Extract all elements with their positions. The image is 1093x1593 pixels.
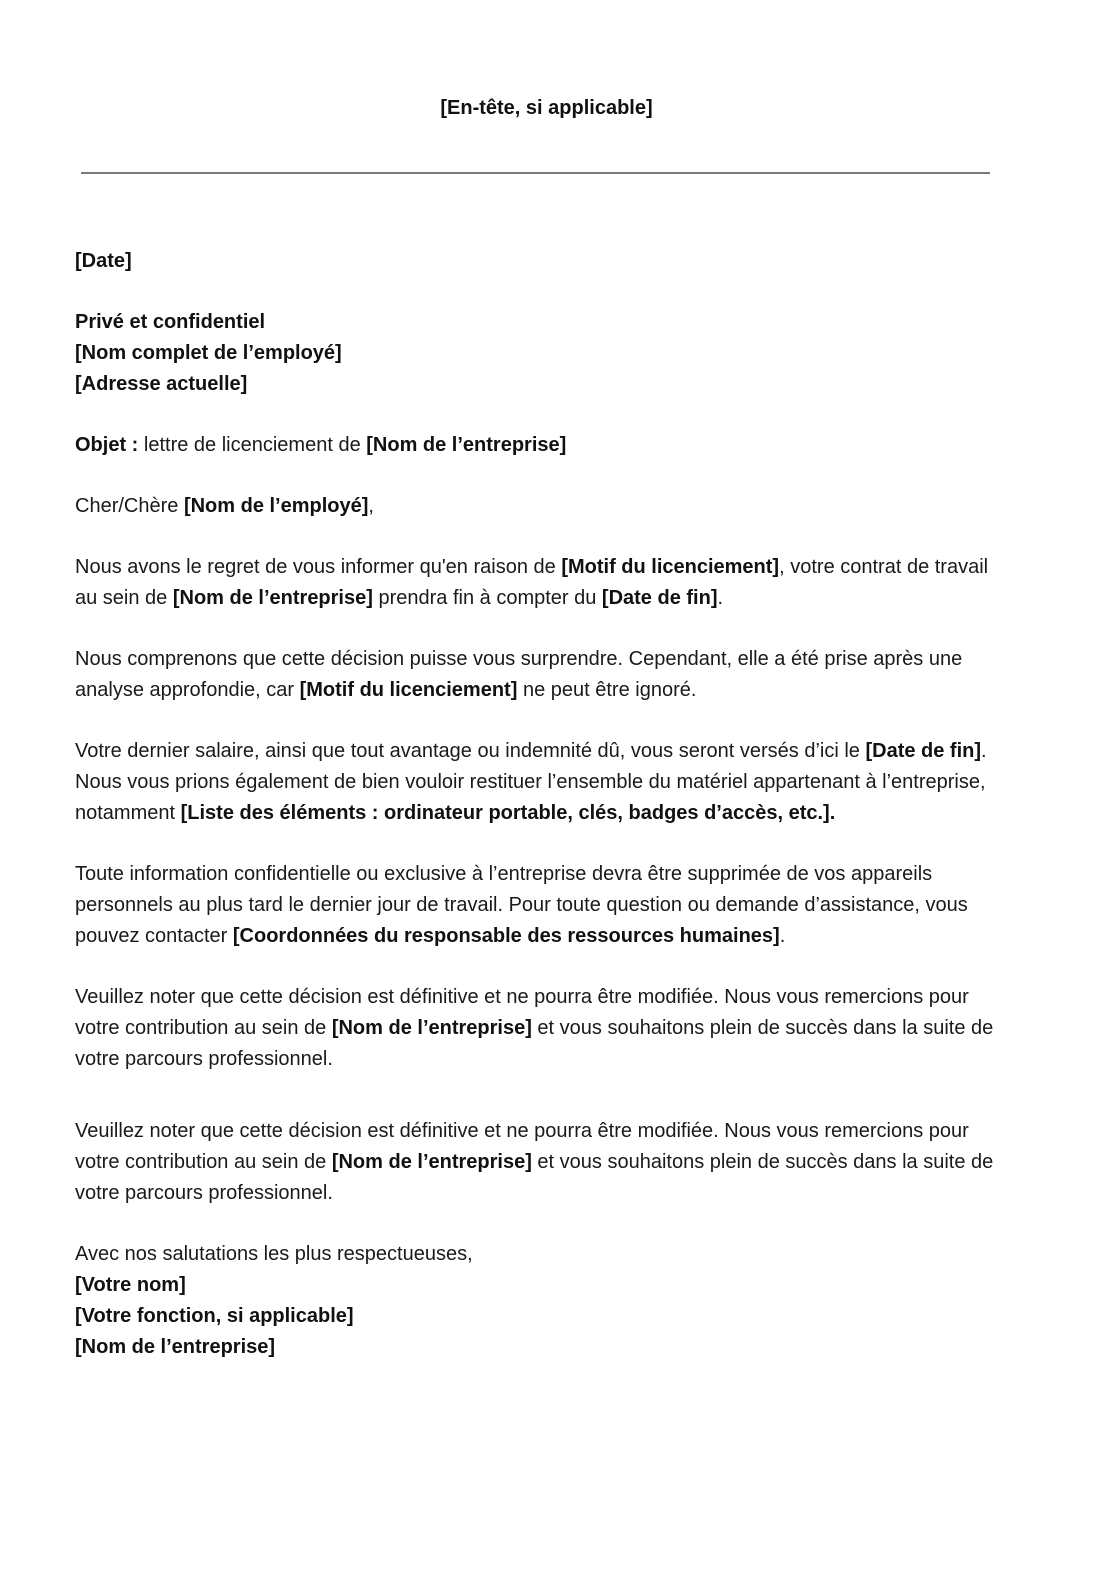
date-line	[75, 246, 1000, 277]
date-placeholder: [Date]	[75, 250, 132, 272]
hr-contact-placeholder: [Coordonnées du responsable des ressources humaines]	[232, 925, 780, 947]
recipient-block	[75, 307, 1000, 400]
paragraph-final-decision	[75, 982, 1000, 1075]
company-name-placeholder: [Nom de l’entreprise]	[331, 1017, 532, 1039]
paragraph-confidential-info	[75, 859, 1000, 952]
text-run: Veuillez noter que cette décision est définitive et ne pourra être modifiée. Nous vous remercions pour votre contribution au sein de	[75, 986, 969, 1039]
text-run: . Nous vous prions également de bien vouloir restituer l’ensemble du matériel appartenant à l’entreprise, notamment	[75, 740, 987, 824]
subject-line	[75, 430, 1000, 461]
paragraph-final-decision-repeat	[75, 1116, 1000, 1209]
subject-label: Objet :	[75, 434, 139, 456]
end-date-placeholder: [Date de fin]	[865, 740, 982, 762]
text-run: et vous souhaitons plein de succès dans la suite de votre parcours professionnel.	[75, 1017, 994, 1070]
subject-company: [Nom de l’entreprise]	[366, 434, 567, 456]
text-run: Nous avons le regret de vous informer qu'en raison de	[75, 556, 562, 578]
closing-salutation: Avec nos salutations les plus respectueuses,	[75, 1243, 473, 1265]
end-date-placeholder: [Date de fin]	[601, 587, 718, 609]
sender-name: [Votre nom]	[75, 1274, 186, 1296]
text-run: , votre contrat de travail au sein de	[75, 556, 989, 609]
text-run: Veuillez noter que cette décision est définitive et ne pourra être modifiée. Nous vous remercions pour votre contribution au sein de	[75, 1120, 969, 1173]
termination-reason-placeholder: [Motif du licenciement]	[299, 679, 518, 701]
header-divider	[81, 172, 990, 174]
company-name-placeholder: [Nom de l’entreprise]	[331, 1151, 532, 1173]
text-run: et vous souhaitons plein de succès dans la suite de votre parcours professionnel.	[75, 1151, 994, 1204]
letter-body	[75, 246, 1000, 1393]
subject-text: lettre de licenciement de	[138, 434, 367, 456]
text-run: ne peut être ignoré.	[517, 679, 697, 701]
paragraph-termination-notice	[75, 552, 1000, 614]
termination-reason-placeholder: [Motif du licenciement]	[561, 556, 780, 578]
text-run: Votre dernier salaire, ainsi que tout avantage ou indemnité dû, vous seront versés d’ici le	[75, 740, 866, 762]
company-name-placeholder: [Nom de l’entreprise]	[172, 587, 373, 609]
letterhead-title: [En-tête, si applicable]	[440, 97, 653, 119]
employee-full-name: [Nom complet de l’employé]	[75, 342, 342, 364]
equipment-list-placeholder: [Liste des éléments : ordinateur portable, clés, badges d’accès, etc.].	[180, 802, 836, 824]
paragraph-final-salary	[75, 736, 1000, 829]
text-run: prendra fin à compter du	[372, 587, 602, 609]
greeting-text: Cher/Chère	[75, 495, 184, 517]
paragraph-decision-explanation	[75, 644, 1000, 706]
employee-address: [Adresse actuelle]	[75, 373, 248, 395]
text-run: Nous comprenons que cette décision puisse vous surprendre. Cependant, elle a été prise après une analyse approfondie, car	[75, 648, 963, 701]
text-run: Toute information confidentielle ou exclusive à l’entreprise devra être supprimée de vos appareils personnels au plus tard le dernier jour de travail. Pour toute question ou demande d’assistance, vous pouvez contacter	[75, 863, 968, 947]
sender-title: [Votre fonction, si applicable]	[75, 1305, 354, 1327]
greeting	[75, 491, 1000, 522]
confidential-label: Privé et confidentiel	[75, 311, 266, 333]
text-run: .	[717, 587, 724, 609]
text-run: .	[779, 925, 786, 947]
greeting-end: ,	[368, 495, 374, 517]
greeting-name: [Nom de l’employé]	[183, 495, 369, 517]
sender-company: [Nom de l’entreprise]	[75, 1336, 276, 1358]
closing-block	[75, 1239, 1000, 1363]
